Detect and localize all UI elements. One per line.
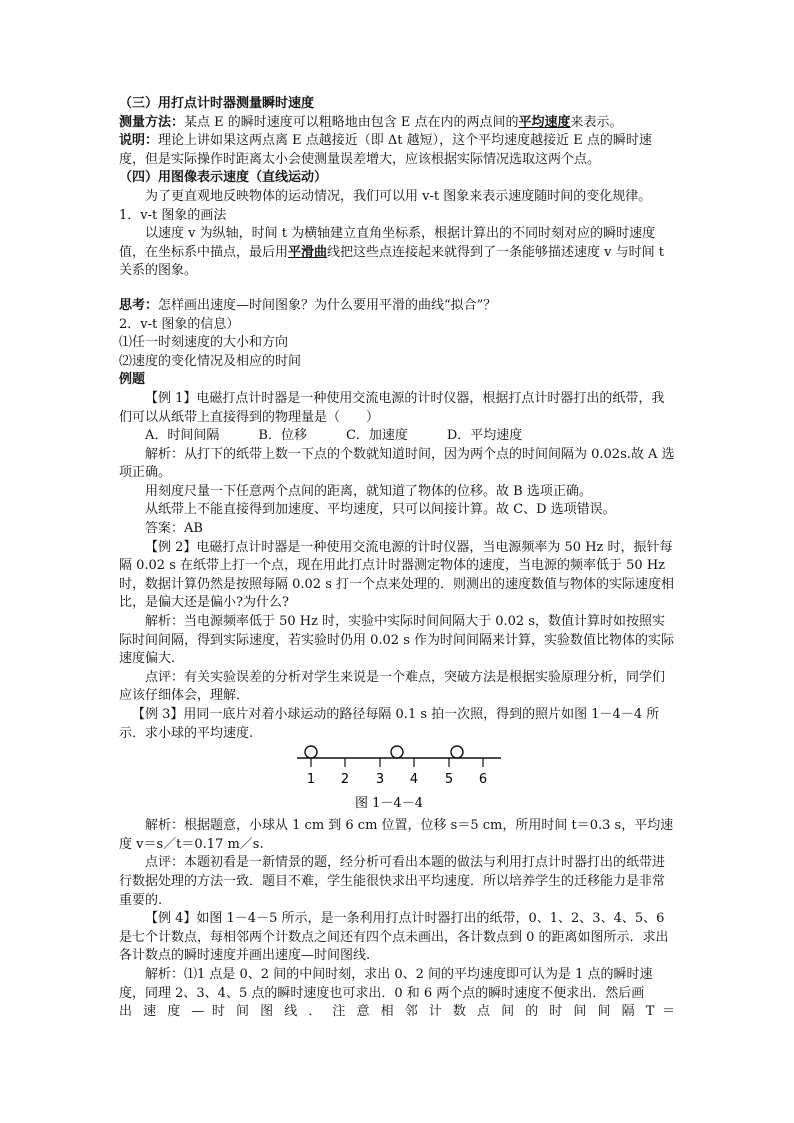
ball-1 [305,746,317,758]
ex1-options: A．时间间隔 B．位移 C．加速度 D．平均速度 [145,428,523,444]
section4-heading: （四）用图像表示速度（直线运动） [119,170,328,186]
item2-point-a: ⑴任一时刻速度的大小和方向 [119,335,289,351]
ball-path-diagram [289,745,509,813]
item2-point-b: ⑵速度的变化情况及相应的时间 [119,353,302,369]
section4-intro: 为了更直观地反映物体的运动情况，我们可以用 v-t 图象来表示速度随时间的变化规律。 [145,188,652,204]
figure-caption: 图 1－4－4 [355,796,423,812]
document-page [119,95,675,1022]
ex2-comment: 点评：有关实验误差的分析对学生来说是一个难点，突破方法是根据实验原理分析，同学们应该仔细体会，理解． [119,669,666,704]
note-paragraph [119,132,675,169]
ball-photo-figure [119,745,675,817]
item1-paragraph [119,225,675,281]
ex4-analysis-last-line: 出 速 度 — 时 间 图 线 ． 注 意 相 邻 计 数 点 间 的 时 间 间 隔 T ＝ [119,1004,675,1020]
tick-label-2: 2 [340,772,350,788]
method-text-a: 某点 E 的瞬时速度可以粗略地由包含 E 点在内的两点间的 [184,114,519,130]
ex4-analysis: 解析：⑴1 点是 0、2 间的中间时刻，求出 0、2 间的平均速度即可认为是 1 点的瞬时速度，同理 2、3、4、5 点的瞬时速度也可求出．0 和 6 两个点的瞬时速度不便求出．然后画 [119,966,653,1001]
ball-3 [451,746,463,758]
item1-title: 1．v-t 图象的画法 [119,207,227,223]
ex1-question: 【例 1】电磁打点计时器是一种使用交流电源的计时仪器，根据打点计时器打出的纸带，我们可以从纸带上直接得到的物理量是（ ） [119,390,665,425]
item2-title: 2．v-t 图象的信息） [119,316,240,332]
method-emphasis: 平均速度 [518,114,571,130]
item1-text-b: 线把这些点连接起来就得到了一条能够描述速度 v 与时间 t 关系的图象。 [119,244,664,279]
tick-label-4: 4 [409,772,419,788]
ball-2 [391,746,403,758]
section3-heading: （三）用打点计时器测量瞬时速度 [119,96,315,111]
ex2-analysis: 解析：当电源频率低于 50 Hz 时，实验中实际时间间隔大于 0.02 s，数值计算时如按照实际时间间隔，得到实际速度，若实验时仍用 0.02 s 作为时间间隔来计算，实验数值比物体的实际速度偏大． [119,614,675,667]
ex3-analysis: 解析：根据题意，小球从 1 cm 到 6 cm 位置，位移 s＝5 cm，所用时间 t＝0.3 s，平均速度 v＝s／t＝0.17 m／s. [119,818,674,852]
ex4-question: 【例 4】如图 1－4－5 所示，是一条利用打点计时器打出的纸带，0、1、2、3、4、5、6 是七个计数点，每相邻两个计数点之间还有四个点未画出，各计数点到 0 的距离如图所示．求出各计数点的瞬时速度并画出速度—时间图线. [119,911,669,964]
item1-text-a: 以速度 v 为纵轴，时间 t 为横轴建立直角坐标系，根据计算出的不同时刻对应的瞬时速度值，在坐标系中描点，最后用 [119,226,656,260]
method-label: 测量方法： [119,114,185,130]
tick-label-6: 6 [478,772,488,788]
ex3-question: 【例 3】用同一底片对着小球运动的路径每隔 0.1 s 拍一次照，得到的照片如图 1－4－4 所示．求小球的平均速度. [119,707,660,741]
think-text: 怎样画出速度—时间图象？为什么要用平滑的曲线“拟合”？ [158,297,497,313]
think-paragraph [119,297,675,316]
note-text: 理论上讲如果这两点离 E 点越接近（即 Δt 越短），这个平均速度越接近 E 点的瞬时速度，但是实际操作时距离太小会使测量误差增大，应该根据实际情况选取这两个点。 [119,133,652,167]
examples-heading: 例题 [119,372,146,388]
ex1-analysis-2: 用刻度尺量一下任意两个点间的距离，就知道了物体的位移。故 B 选项正确。 [145,483,592,499]
ex1-answer: 答案：AB [145,521,203,537]
ex1-analysis-1: 解析：从打下的纸带上数一下点的个数就知道时间，因为两个点的时间间隔为 0.02s.故 A 选项正确。 [119,446,675,481]
spacer [119,281,675,297]
tick-label-5: 5 [444,772,454,788]
method-text-b: 来表示。 [570,114,623,130]
think-label: 思考： [119,297,159,313]
ex1-analysis-3: 从纸带上不能直接得到加速度、平均速度，只可以间接计算。故 C、D 选项错误。 [145,502,616,518]
ex3-comment: 点评：本题初看是一新情景的题，经分析可看出本题的做法与利用打点计时器打出的纸带进行数据处理的方法一致．题目不难，学生能很快求出平均速度．所以培养学生的迁移能力是非常重要的. [119,855,666,908]
ex2-question: 【例 2】电磁打点计时器是一种使用交流电源的计时仪器，当电源频率为 50 Hz 时，振针每隔 0.02 s 在纸带上打一个点，现在用此打点计时器测定物体的速度，当电源的频率低于 50 Hz 时，数据计算仍然是按照每隔 0.02 s 打一个点来处理的．则测出的速度数值与物体的实际速度相比，是偏大还是偏小?为什么? [119,539,675,611]
item1-emphasis: 平滑曲 [288,244,328,260]
method-paragraph [119,114,675,133]
tick-label-3: 3 [375,772,385,788]
tick-label-1: 1 [306,772,316,788]
note-label: 说明： [119,133,159,149]
